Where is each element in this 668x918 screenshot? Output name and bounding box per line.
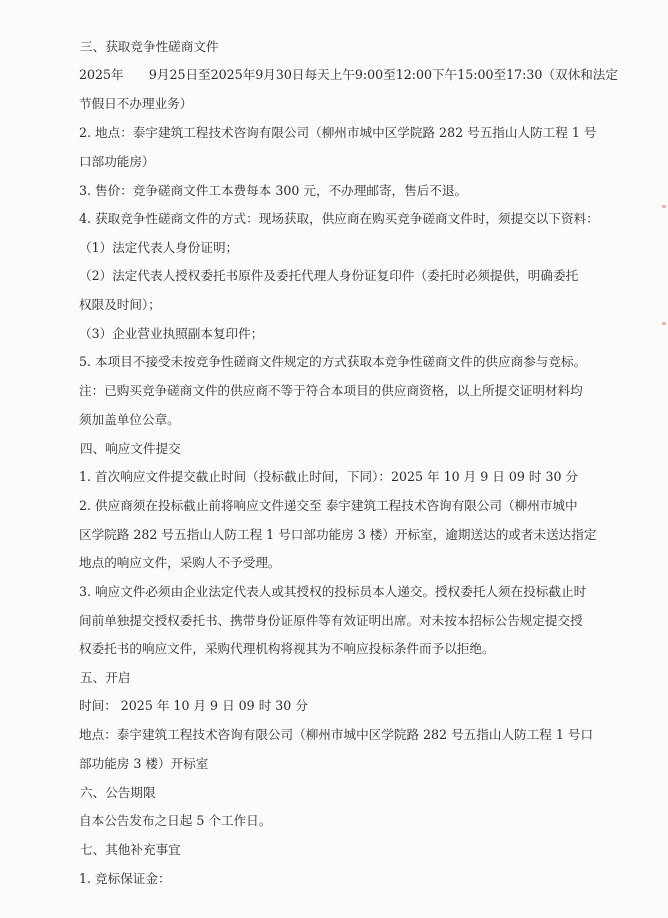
- note-line-2: 须加盖单位公章。: [79, 412, 180, 427]
- submission-location-line-2: 区学院路 282 号五指山人防工程 1 号口部功能房 3 楼）开标室，逾期送达的或者未送达指定: [79, 527, 597, 542]
- document-price: 3. 售价：竞争磋商文件工本费每本 300 元，不办理邮寄，售后不退。: [79, 183, 468, 198]
- section-7-heading: 七、其他补充事宜: [80, 842, 181, 857]
- requirement-1: （1）法定代表人身份证明；: [79, 240, 239, 255]
- section-3-heading: 三、获取竞争性磋商文件: [80, 39, 219, 54]
- scan-mark: [662, 322, 666, 325]
- submission-rule-line-1: 3. 响应文件必须由企业法定代表人或其授权的投标员本人递交。授权委托人须在投标截止时: [79, 584, 587, 599]
- opening-location-line-2: 部功能房 3 楼）开标室: [79, 756, 209, 771]
- opening-location-line-1: 地点：泰宇建筑工程技术咨询有限公司（柳州市城中区学院路 282 号五指山人防工程 1 号口: [79, 727, 594, 742]
- scan-mark: [662, 205, 666, 208]
- submission-location-line-1: 2. 供应商须在投标截止前将响应文件递交至 泰宇建筑工程技术咨询有限公司（柳州市城中: [79, 498, 578, 513]
- section-6-heading: 六、公告期限: [80, 785, 156, 800]
- deposit-item: 1. 竞标保证金：: [79, 871, 171, 886]
- acquisition-location-line-2: 口部功能房）: [79, 154, 155, 169]
- requirement-2-line-1: （2）法定代表人授权委托书原件及委托代理人身份证复印件（委托时必须提供，明确委托: [79, 268, 579, 283]
- acquisition-location-line-1: 2. 地点：泰宇建筑工程技术咨询有限公司（柳州市城中区学院路 282 号五指山人防工程 1 号: [79, 125, 597, 140]
- note-line-1: 注：已购买竞争磋商文件的供应商不等于符合本项目的供应商资格，以上所提交证明材料均: [79, 383, 583, 398]
- requirement-3: （3）企业营业执照副本复印件；: [79, 326, 264, 341]
- submission-rule-line-3: 权委托书的响应文件，采购代理机构将视其为不响应投标条件而予以拒绝。: [79, 641, 495, 656]
- acquisition-method: 4. 获取竞争性磋商文件的方式：现场获取，供应商在购买竞争磋商文件时，须提交以下资料：: [79, 211, 599, 226]
- acquisition-time-line-1: 2025年 9月25日至2025年9月30日每天上午9:00至12:00下午15:00至17:30（双休和法定: [79, 67, 618, 82]
- notice-period: 自本公告发布之日起 5 个工作日。: [79, 813, 272, 828]
- submission-rule-line-2: 间前单独提交授权委托书、携带身份证原件等有效证明出席。对未按本招标公告规定提交授: [79, 613, 583, 628]
- section-4-heading: 四、响应文件提交: [80, 441, 181, 456]
- requirement-2-line-2: 权限及时间）；: [79, 297, 161, 312]
- opening-time: 时间： 2025 年 10 月 9 日 09 时 30 分: [79, 698, 308, 713]
- item-5: 5. 本项目不接受未按竞争性磋商文件规定的方式获取本竞争性磋商文件的供应商参与竞标。: [79, 354, 587, 369]
- submission-deadline: 1. 首次响应文件提交截止时间（投标截止时间，下同）：2025 年 10 月 9 日 09 时 30 分: [79, 469, 579, 484]
- submission-location-line-3: 地点的响应文件，采购人不予受理。: [79, 555, 281, 570]
- acquisition-time-line-2: 节假日不办理业务）: [79, 96, 193, 111]
- section-5-heading: 五、开启: [80, 670, 131, 685]
